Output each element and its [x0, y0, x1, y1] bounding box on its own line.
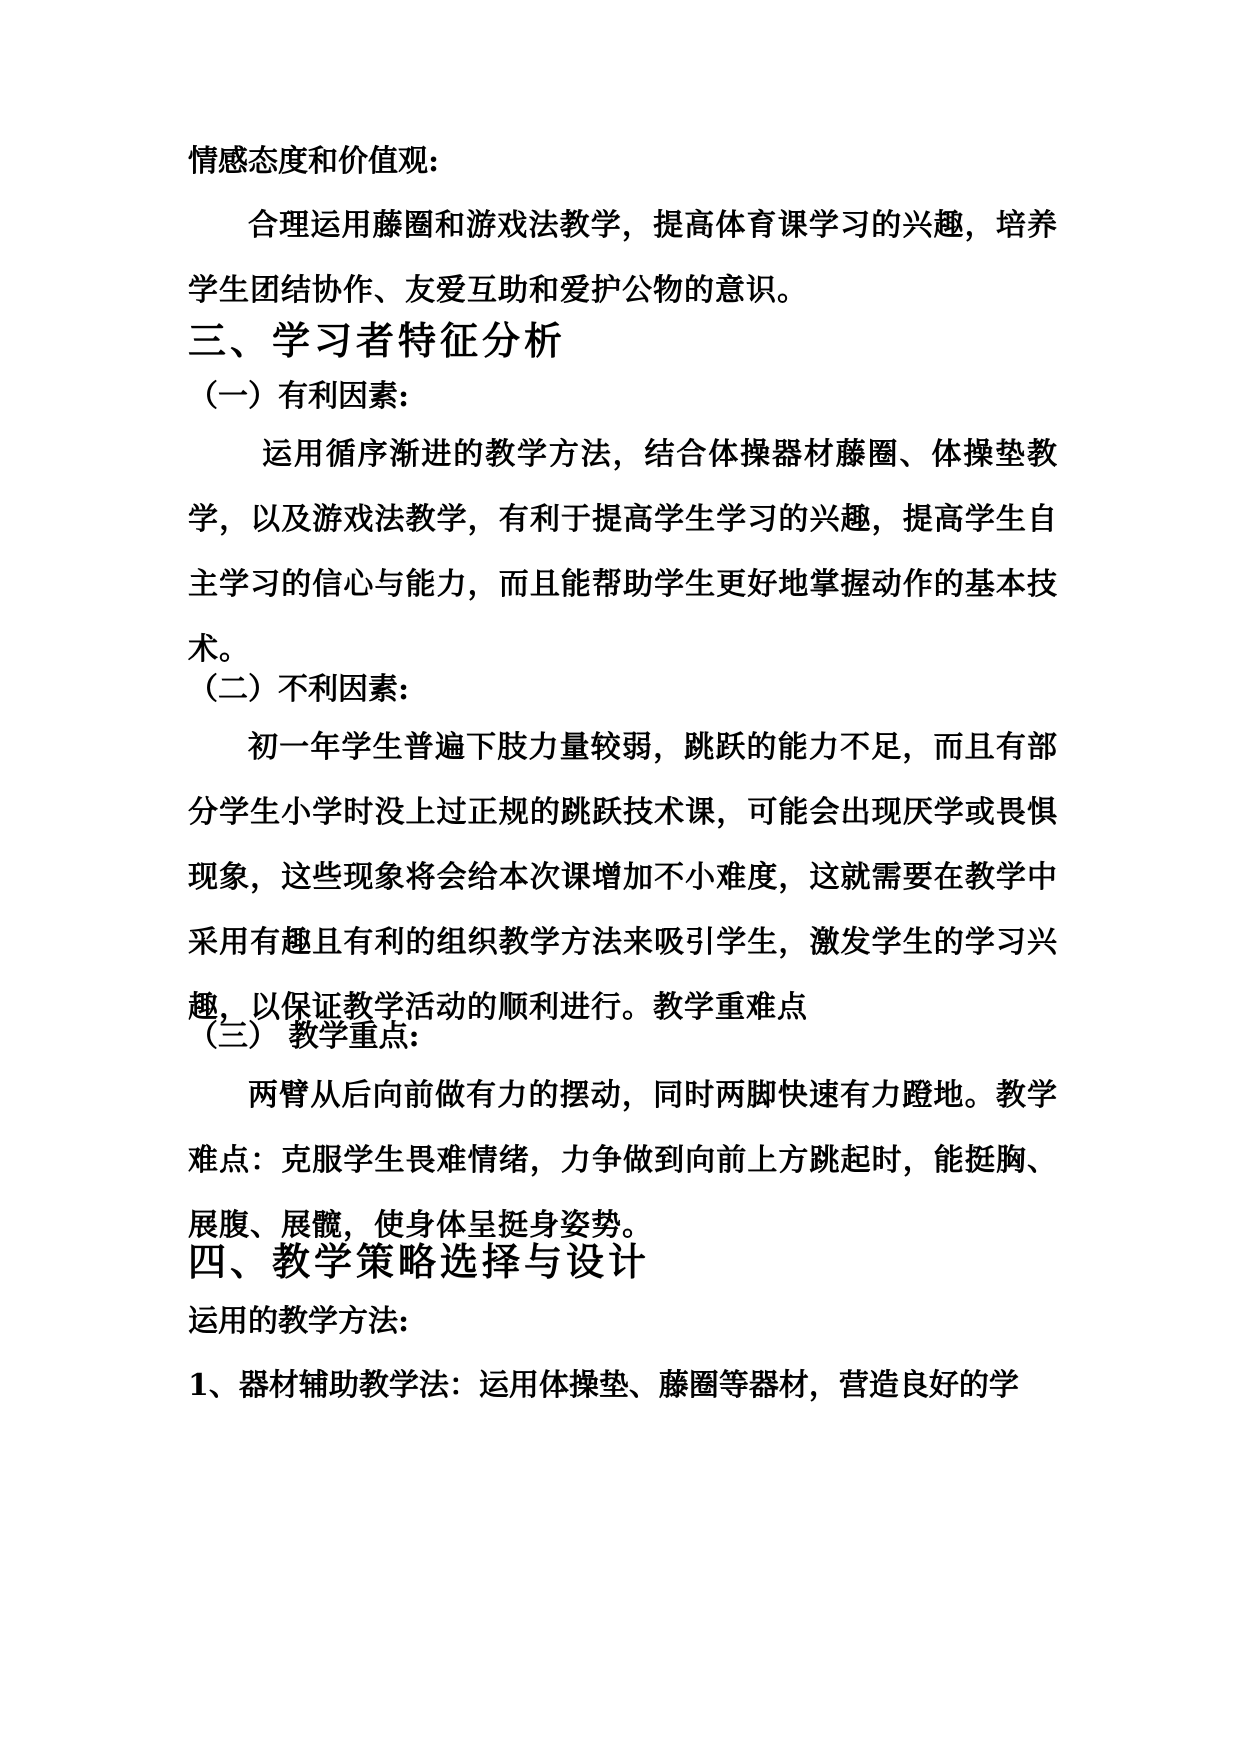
method-1-text: 1、器材辅助教学法：运用体操垫、藤圈等器材，营造良好的学 — [188, 1368, 1019, 1403]
section3-heading: 三、学习者特征分析 — [188, 318, 567, 363]
key-points-paragraph: 两臂从后向前做有力的摆动，同时两脚快速有力蹬地。教学难点：克服学生畏难情绪，力争做到向前上方跳起时，能挺胸、展腹、展髋，使身体呈挺身姿势。 — [188, 1078, 1058, 1243]
unfavorable-factors-label: （二）不利因素: — [188, 672, 410, 707]
attitude-label: 情感态度和价值观: — [188, 144, 440, 179]
favorable-factors-label: （一）有利因素: — [188, 379, 410, 414]
favorable-factors-paragraph: 运用循序渐进的教学方法，结合体操器材藤圈、体操垫教学，以及游戏法教学，有利于提高学生学习的兴趣，提高学生自主学习的信心与能力，而且能帮助学生更好地掌握动作的基本技术。 — [188, 437, 1058, 667]
attitude-paragraph: 合理运用藤圈和游戏法教学，提高体育课学习的兴趣，培养学生团结协作、友爱互助和爱护公物的意识。 — [188, 208, 1058, 308]
key-points-label: （三） 教学重点: — [188, 1019, 420, 1054]
unfavorable-factors-paragraph: 初一年学生普遍下肢力量较弱，跳跃的能力不足，而且有部分学生小学时没上过正规的跳跃技术课，可能会出现厌学或畏惧现象，这些现象将会给本次课增加不小难度，这就需要在教学中采用有趣且有利的组织教学方法来吸引学生，激发学生的学习兴趣，以保证教学活动的顺利进行。教学重难点 — [188, 730, 1058, 1025]
methods-label: 运用的教学方法: — [188, 1304, 410, 1339]
section4-heading: 四、教学策略选择与设计 — [188, 1239, 651, 1284]
